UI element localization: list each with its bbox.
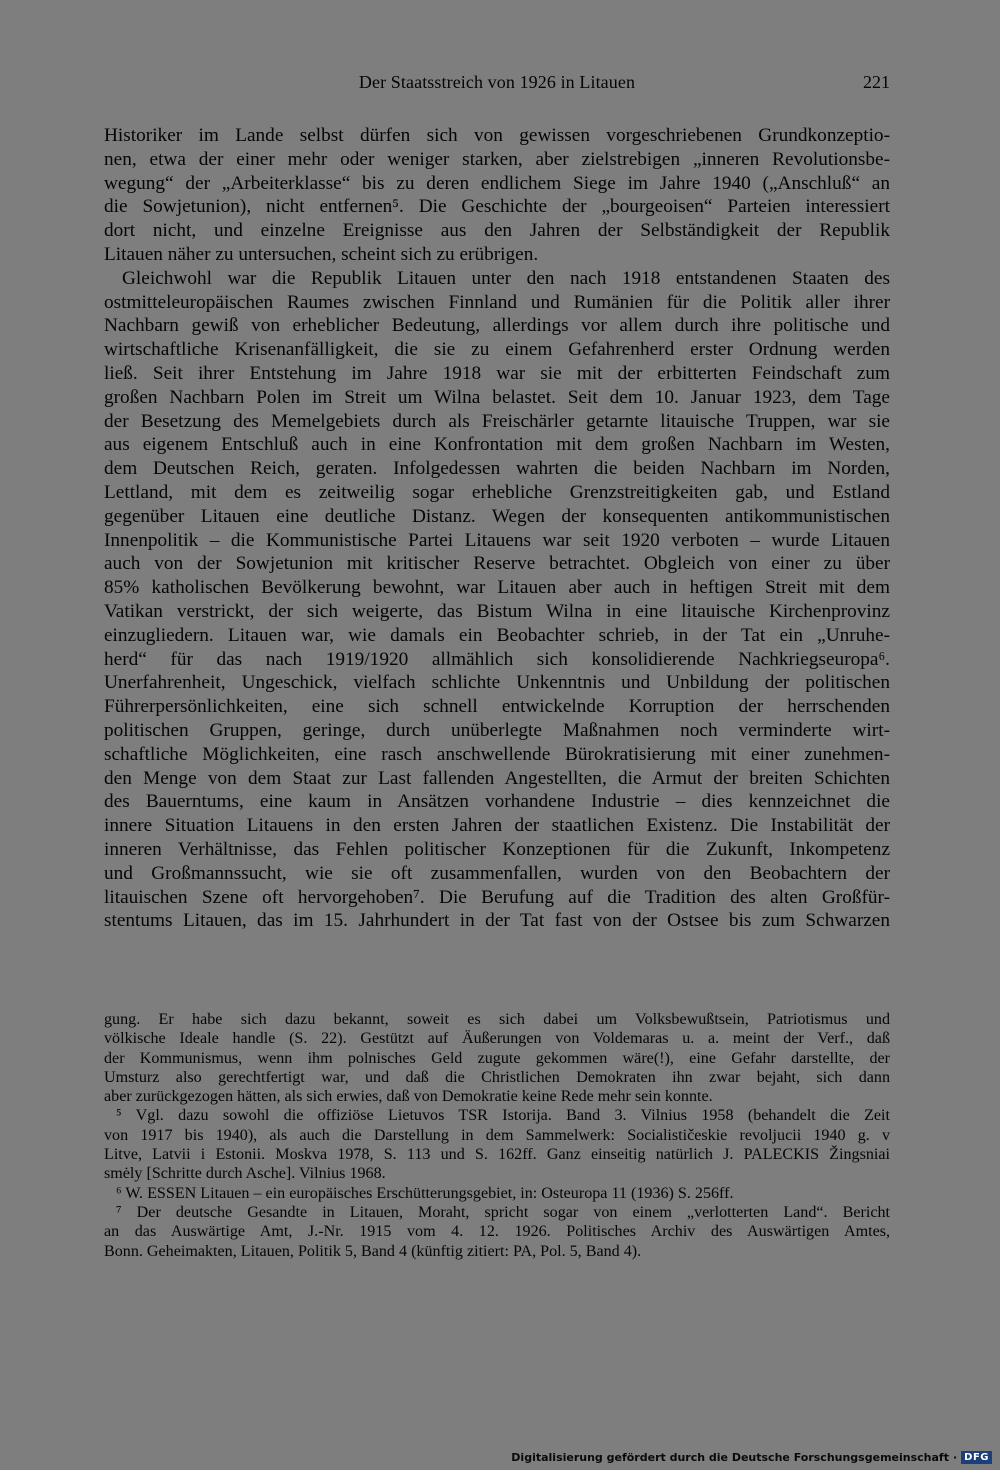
footnote-7: ⁷ Der deutsche Gesandte in Litauen, Moraht, spricht sogar von einem „verlotterten Land“. Bericht [116, 1203, 890, 1221]
text-line: großen Nachbarn Polen im Streit um Wilna belastet. Seit dem 10. Januar 1923, dem Tage [104, 386, 890, 408]
text-line: schaftliche Möglichkeiten, eine rasch anschwellende Bürokratisierung mit einer zunehmen- [104, 743, 890, 765]
text-line: einzugliedern. Litauen war, wie damals ein Beobachter schrieb, in der Tat ein „Unruhe- [104, 624, 890, 646]
text-line: litauischen Szene oft hervorgehoben⁷. Die Berufung auf die Tradition des alten Großfür- [104, 886, 890, 908]
text-line: Litauen näher zu untersuchen, scheint sich zu erübrigen. [104, 243, 539, 265]
text-line: ostmitteleuropäischen Raumes zwischen Finnland und Rumänien für die Politik aller ihrer [104, 291, 890, 313]
digitization-credit: Digitalisierung gefördert durch die Deutsche Forschungsgemeinschaft · DFG [511, 1448, 992, 1466]
text-line: dort nicht, und einzelne Ereignisse aus den Jahren der Selbständigkeit der Republik [104, 220, 890, 242]
dfg-logo-icon: DFG [961, 1451, 992, 1464]
footnote-6: ⁶ W. ESSEN Litauen – ein europäisches Erschütterungsgebiet, in: Osteuropa 11 (1936) S. 256ff. [116, 1184, 734, 1202]
footnote-line: der Kommunismus, wenn ihm polnisches Geld zugute gekommen wäre(!), eine Gefahr darstellte, der [104, 1049, 890, 1067]
footnotes [104, 1010, 890, 1261]
text-line: wirtschaftliche Krisenanfälligkeit, die sie zu einem Gefahrenherd erster Ordnung werden [104, 339, 890, 361]
text-line: Unerfahrenheit, Ungeschick, vielfach schlichte Unkenntnis und Unbildung der politischen [104, 672, 890, 694]
text-line: Führerpersönlichkeiten, eine sich schnell entwickelnde Korruption der herrschenden [104, 696, 890, 718]
text-line: aus eigenem Entschluß auch in eine Konfrontation mit dem großen Nachbarn im Westen, [104, 434, 890, 456]
text-line: gegenüber Litauen eine deutliche Distanz. Wegen der konsequenten antikommunistischen [104, 505, 890, 527]
text-line: den Menge von dem Staat zur Last fallenden Angestellten, die Armut der breiten Schichten [104, 767, 890, 789]
text-line: ließ. Seit ihrer Entstehung im Jahre 1918 war sie mit der erbitterten Feindschaft zum [104, 362, 890, 384]
text-line: dem Deutschen Reich, geraten. Infolgedessen wahrten die beiden Nachbarn im Norden, [104, 458, 890, 480]
running-header [104, 72, 890, 102]
text-line: politischen Gruppen, geringe, durch unüberlegte Maßnahmen noch verminderte wirt- [104, 719, 890, 741]
text-line: Historiker im Lande selbst dürfen sich von gewissen vorgeschriebenen Grundkonzeptio- [104, 125, 890, 146]
text-line: Lettland, mit dem es zeitweilig sogar erhebliche Grenzstreitigkeiten gab, und Estland [104, 481, 890, 503]
footnote-line: Umsturz also gerechtfertigt war, und daß die Christlichen Demokraten ihn zwar bejaht, sich dann [104, 1068, 890, 1086]
credit-text: Digitalisierung gefördert durch die Deutsche Forschungsgemeinschaft [511, 1450, 949, 1464]
text-line: des Bauerntums, eine kaum in Ansätzen vorhandene Industrie – dies kennzeichnet die [104, 791, 890, 813]
text-line: nen, etwa der einer mehr oder weniger starken, aber zielstrebigen „inneren Revolutionsbe- [104, 148, 890, 170]
text-line: inneren Verhältnisse, das Fehlen politischer Konzeptionen für die Zukunft, Inkompetenz [104, 838, 890, 860]
text-line: auch von der Sowjetunion mit kritischer Reserve betrachtet. Obgleich von einer zu über [104, 553, 890, 575]
footnote-line: smėly [Schritte durch Asche]. Vilnius 1968. [104, 1165, 386, 1183]
text-line: Innenpolitik – die Kommunistische Partei Litauens war seit 1920 verboten – wurde Litauen [104, 529, 890, 551]
text-line: stentums Litauen, das im 15. Jahrhundert in der Tat fast von der Ostsee bis zum Schwarzen [104, 910, 890, 932]
footnote-line: völkische Ideale handle (S. 22). Gestützt auf Äußerungen von Voldemaras u. a. meint der Verf., daß [104, 1030, 890, 1048]
text-line: die Sowjetunion), nicht entfernen⁵. Die Geschichte der „bourgeoisen“ Parteien interessiert [104, 196, 890, 218]
text-line: Nachbarn gewiß von erheblicher Bedeutung, allerdings vor allem durch ihre politische und [104, 315, 890, 337]
footnote-line: gung. Er habe sich dazu bekannt, soweit es sich dabei um Volksbewußtsein, Patriotismus und [104, 1011, 890, 1028]
text-line: und Großmannssucht, wie sie oft zusammenfallen, wurden von den Beobachtern der [104, 862, 890, 884]
text-line: der Besetzung des Memelgebiets durch als Freischärler getarnte litauische Truppen, war sie [104, 410, 890, 432]
text-line: wegung“ der „Arbeiterklasse“ bis zu deren endlichem Siege im Jahre 1940 („Anschluß“ an [104, 172, 890, 194]
footnote-line: Bonn. Geheimakten, Litauen, Politik 5, Band 4 (künftig zitiert: PA, Pol. 5, Band 4). [104, 1242, 642, 1260]
running-title: Der Staatsstreich von 1926 in Litauen [358, 72, 636, 92]
footnote-line: Litve, Latvii i Estonii. Moskva 1978, S. 113 und S. 162ff. Ganz einseitig natürlich J. PALECKIS Žingsniai [104, 1146, 890, 1164]
page-number: 221 [863, 72, 890, 92]
footnote-line: von 1917 bis 1940), als auch die Darstellung in dem Sammelwerk: Socialističeskie revoljucii 1940 g. v [104, 1126, 890, 1144]
text-line: Vatikan verstrickt, der sich weigerte, das Bistum Wilna in eine litauische Kirchenprovinz [104, 600, 890, 622]
footnote-line: aber zurückgezogen hätten, als sich erwies, daß von Demokratie keine Rede mehr sein konnte. [104, 1088, 713, 1106]
footnote-5: ⁵ Vgl. dazu sowohl die offiziöse Lietuvos TSR Istorija. Band 3. Vilnius 1958 (behandelt die Zeit [116, 1107, 890, 1125]
text-line: herd“ für das nach 1919/1920 allmählich sich konsolidierende Nachkriegseuropa⁶. [104, 648, 890, 670]
text-line: innere Situation Litauens in den ersten Jahren der staatlichen Existenz. Die Instabilität der [104, 815, 890, 837]
text-line: 85% katholischen Bevölkerung bewohnt, war Litauen aber auch in heftigen Streit mit dem [104, 577, 890, 599]
footnote-line: an das Auswärtige Amt, J.-Nr. 1915 vom 4. 12. 1926. Politisches Archiv des Auswärtigen Amtes, [104, 1223, 890, 1241]
main-text [104, 124, 890, 933]
text-line: Gleichwohl war die Republik Litauen unter den nach 1918 entstandenen Staaten des [122, 267, 890, 289]
